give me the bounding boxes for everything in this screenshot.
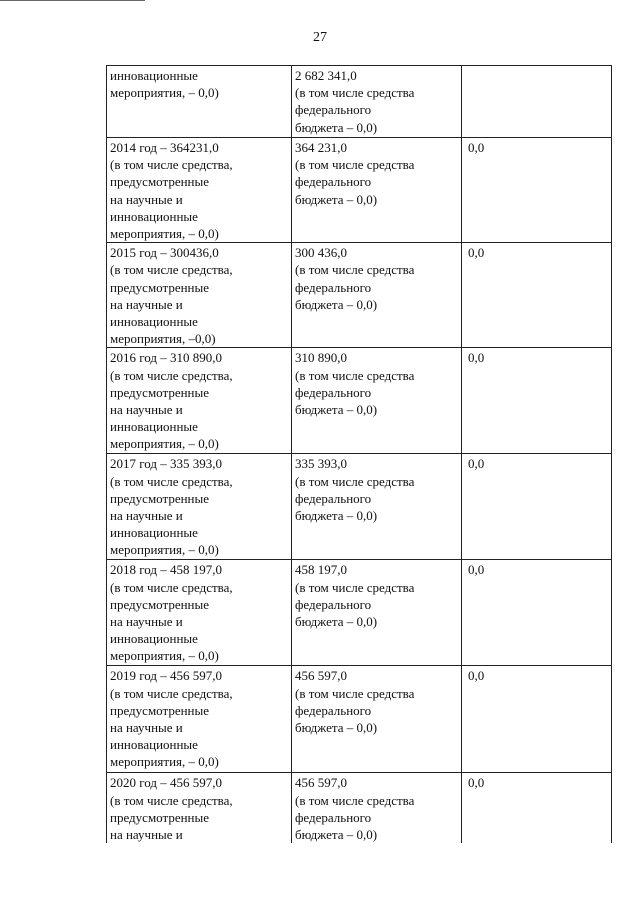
text-line: 2014 год – 364231,0 [110,140,219,155]
other-cell: 0,0 [462,243,612,348]
text-line: федерального [295,384,372,400]
text-line: 458 197,0 [295,562,347,578]
text-line: бюджета – 0,0) [295,191,378,207]
text-line: 2016 год – 310 890,0 [110,350,222,366]
text-line: федерального [295,596,372,612]
text-line: (в том числе средства [295,579,415,595]
federal-cell [292,243,462,348]
text-line: (в том числе средства [295,367,415,383]
text-line: бюджета – 0,0) [295,720,378,736]
text-line: мероприятия, – 0,0) [110,542,219,558]
total-cell [107,243,292,348]
text-line: мероприятия, – 0,0) [110,85,219,101]
text-line: 364 231,0 [295,140,347,155]
budget-table-body [107,66,612,844]
total-cell [107,66,292,138]
total-cell [107,773,292,843]
federal-cell [292,348,462,454]
text-line: предусмотренные [110,384,210,400]
table-row [107,348,612,454]
header-rule [0,0,145,1]
text-line: на научные и [110,191,183,207]
other-cell [462,66,612,138]
table-row [107,560,612,666]
text-line: инновационные [110,737,198,753]
text-line: предусмотренные [110,174,210,190]
total-cell [107,666,292,773]
text-line: федерального [295,490,372,506]
text-line: мероприятия, – 0,0) [110,226,219,242]
text-line: предусмотренные [110,279,210,295]
text-line: бюджета – 0,0) [295,402,378,418]
other-cell: 0,0 [462,454,612,560]
other-cell: 0,0 [462,348,612,454]
text-line: (в том числе средства, [110,792,233,808]
text-line: на научные и [110,402,183,418]
text-line: федерального [295,174,372,190]
text-line: бюджета – 0,0) [295,827,378,843]
other-cell: 0,0 [462,666,612,773]
total-cell [107,138,292,243]
text-line: мероприятия, –0,0) [110,331,216,347]
table-row [107,138,612,243]
text-line: (в том числе средства [295,792,415,808]
text-line: 2018 год – 458 197,0 [110,562,222,578]
text-line: бюджета – 0,0) [295,508,378,524]
other-cell: 0,0 [462,773,612,843]
text-line: (в том числе средства [295,685,415,701]
text-line: (в том числе средства [295,157,415,173]
other-cell: 0,0 [462,138,612,243]
text-line: на научные и [110,296,183,312]
text-line: (в том числе средства [295,85,415,101]
federal-cell [292,138,462,243]
text-line: инновационные [110,208,198,224]
text-line: 2 682 341,0 [295,68,357,83]
text-line: предусмотренные [110,809,210,825]
text-line: (в том числе средства, [110,262,233,278]
table-row [107,454,612,560]
text-line: бюджета – 0,0) [295,614,378,630]
text-line: 2020 год – 456 597,0 [110,775,222,791]
federal-cell [292,773,462,843]
text-line: 2015 год – 300436,0 [110,245,219,261]
text-line: (в том числе средства, [110,367,233,383]
table-row [107,243,612,348]
table-row [107,666,612,773]
text-line: мероприятия, – 0,0) [110,436,219,452]
total-cell [107,454,292,560]
text-line: инновационные [110,525,198,541]
other-cell: 0,0 [462,560,612,666]
text-line: 335 393,0 [295,456,347,472]
federal-cell [292,454,462,560]
text-line: мероприятия, – 0,0) [110,754,219,770]
budget-table [106,65,612,843]
text-line: инновационные [110,631,198,647]
text-line: мероприятия, – 0,0) [110,648,219,664]
text-line: инновационные [110,68,198,83]
text-line: инновационные [110,314,198,330]
text-line: на научные и [110,720,183,736]
text-line: бюджета – 0,0) [295,119,378,135]
text-line: 2019 год – 456 597,0 [110,668,222,684]
text-line: на научные и [110,614,183,630]
federal-cell [292,66,462,138]
page-number: 27 [313,30,327,45]
federal-cell [292,666,462,773]
table-row [107,773,612,843]
text-line: бюджета – 0,0) [295,296,378,312]
text-line: 456 597,0 [295,775,347,791]
text-line: (в том числе средства [295,262,415,278]
text-line: 300 436,0 [295,245,347,261]
text-line: федерального [295,102,372,118]
text-line: инновационные [110,419,198,435]
text-line: на научные и [110,827,183,843]
text-line: (в том числе средства, [110,579,233,595]
text-line: (в том числе средства, [110,473,233,489]
text-line: предусмотренные [110,596,210,612]
text-line: 310 890,0 [295,350,347,366]
text-line: федерального [295,809,372,825]
text-line: (в том числе средства [295,473,415,489]
total-cell [107,348,292,454]
table-row [107,66,612,138]
text-line: предусмотренные [110,702,210,718]
text-line: 2017 год – 335 393,0 [110,456,222,472]
text-line: федерального [295,279,372,295]
text-line: на научные и [110,508,183,524]
text-line: 456 597,0 [295,668,347,684]
text-line: предусмотренные [110,490,210,506]
total-cell [107,560,292,666]
text-line: федерального [295,702,372,718]
text-line: (в том числе средства, [110,685,233,701]
federal-cell [292,560,462,666]
text-line: (в том числе средства, [110,157,233,173]
